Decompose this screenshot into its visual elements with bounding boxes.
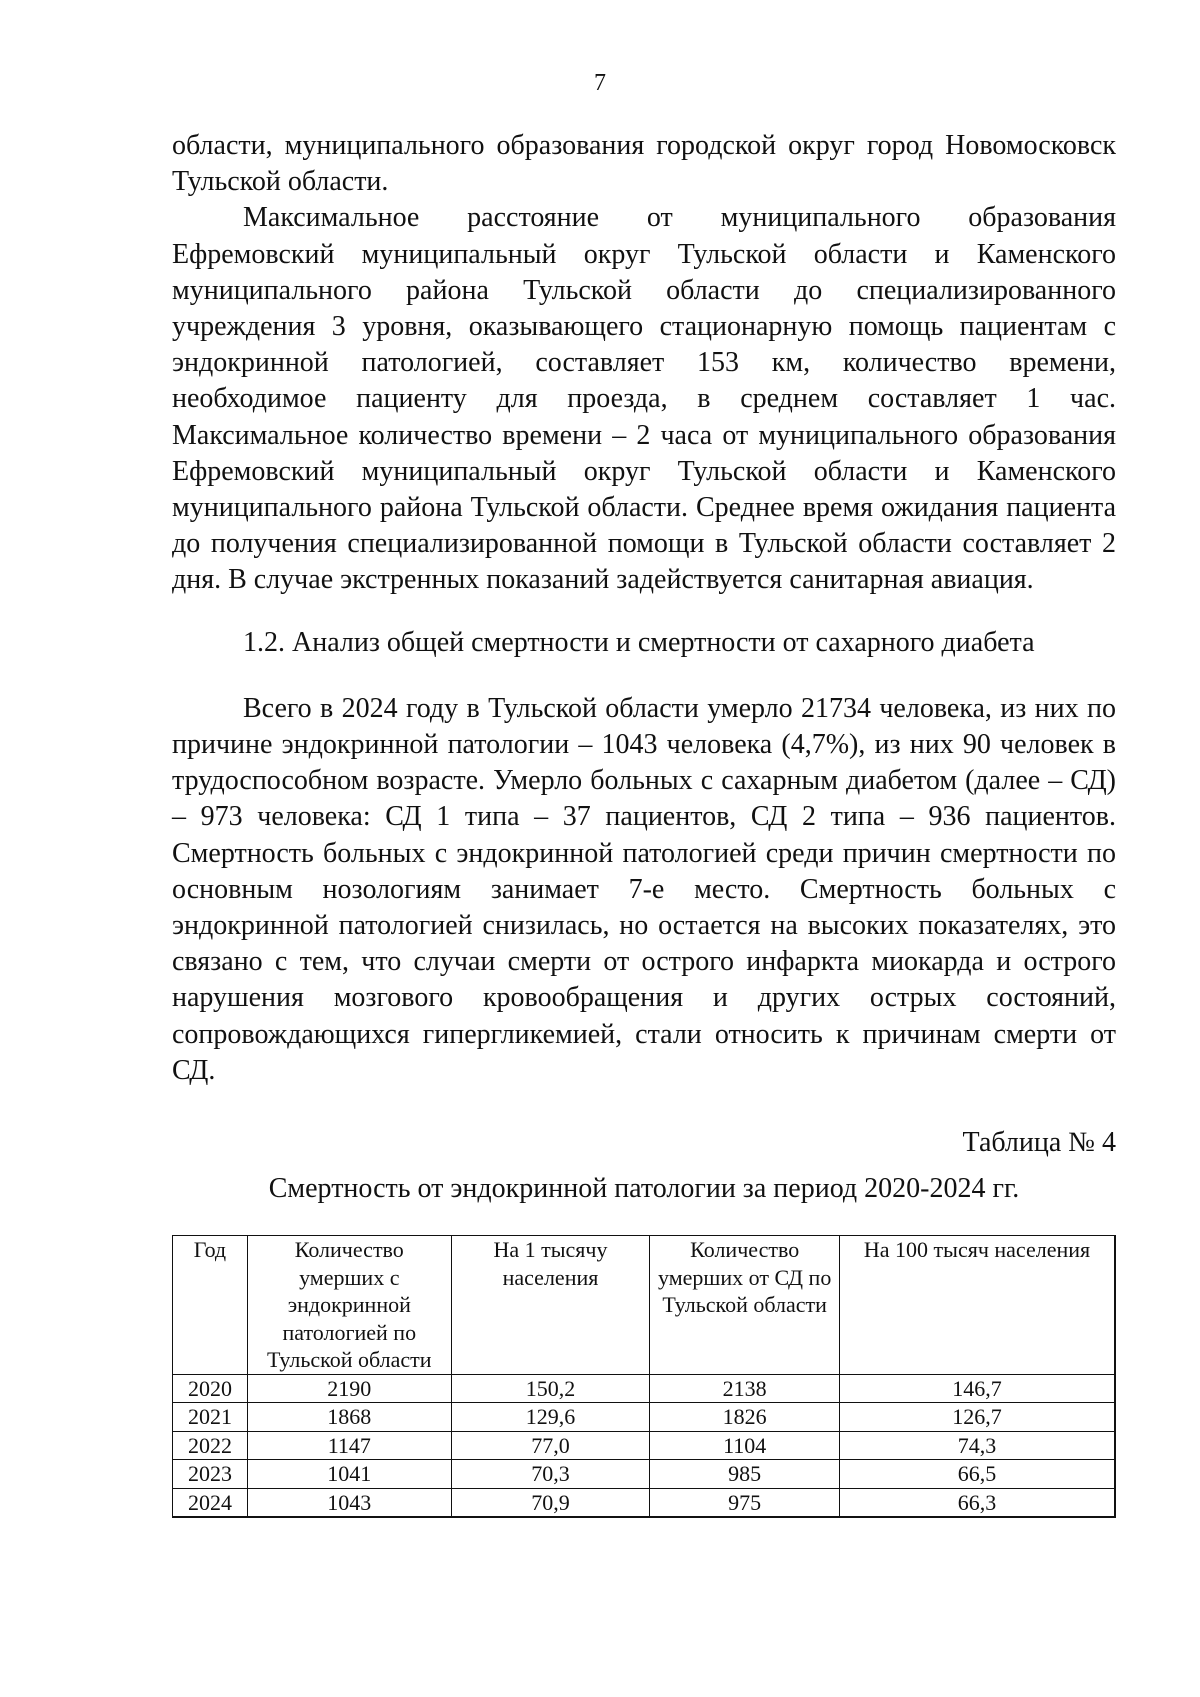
cell-per-hundred-thousand: 146,7 <box>840 1374 1115 1403</box>
cell-endocrine-deaths: 1043 <box>247 1488 451 1517</box>
mortality-table <box>172 1235 1116 1518</box>
header-diabetes-deaths: Количество умерших от СД по Тульской области <box>650 1236 840 1375</box>
cell-endocrine-deaths: 1868 <box>247 1403 451 1432</box>
table-row <box>173 1403 1116 1432</box>
table-header-row <box>173 1236 1116 1375</box>
table-row <box>173 1431 1116 1460</box>
cell-diabetes-deaths: 1826 <box>650 1403 840 1432</box>
page-number: 7 <box>594 70 606 96</box>
section-heading: 1.2. Анализ общей смертности и смертности от сахарного диабета <box>243 626 1035 658</box>
header-per-thousand: На 1 тысячу населения <box>451 1236 650 1375</box>
table-row <box>173 1488 1116 1517</box>
cell-per-thousand: 150,2 <box>451 1374 650 1403</box>
cell-endocrine-deaths: 1041 <box>247 1460 451 1489</box>
cell-per-hundred-thousand: 66,5 <box>840 1460 1115 1489</box>
cell-year: 2024 <box>173 1488 248 1517</box>
header-year: Год <box>173 1236 248 1375</box>
paragraph-continuation: области, муниципального образования городской округ город Новомосковск Тульской области. <box>172 130 1116 198</box>
cell-endocrine-deaths: 2190 <box>247 1374 451 1403</box>
table-label: Таблица № 4 <box>962 1127 1116 1159</box>
cell-year: 2020 <box>173 1374 248 1403</box>
cell-per-hundred-thousand: 126,7 <box>840 1403 1115 1432</box>
cell-per-thousand: 129,6 <box>451 1403 650 1432</box>
cell-per-hundred-thousand: 66,3 <box>840 1488 1115 1517</box>
header-per-hundred-thousand: На 100 тысяч населения <box>840 1236 1115 1375</box>
cell-per-hundred-thousand: 74,3 <box>840 1431 1115 1460</box>
header-endocrine-deaths: Количество умерших с эндокринной патологией по Тульской области <box>247 1236 451 1375</box>
paragraph-max-distance: Максимальное расстояние от муниципального образования Ефремовский муниципальный округ Тульской области и Каменского муниципального района Тульской области до специализированного учреждения 3 уровня, оказывающего стационарную помощь пациентам с эндокринной патологией, составляет 153 км, количество времени, необходимое пациенту для проезда, в среднем составляет 1 час. Максимальное количество времени – 2 часа от муниципального образования Ефремовский муниципальный округ Тульской области и Каменского муниципального района Тульской области. Среднее время ожидания пациента до получения специализированной помощи в Тульской области составляет 2 дня. В случае экстренных показаний задействуется санитарная авиация. <box>172 202 1116 596</box>
cell-diabetes-deaths: 985 <box>650 1460 840 1489</box>
cell-year: 2022 <box>173 1431 248 1460</box>
paragraph-mortality: Всего в 2024 году в Тульской области умерло 21734 человека, из них по причине эндокринной патологии – 1043 человека (4,7%), из них 90 человек в трудоспособном возрасте. Умерло больных с сахарным диабетом (далее – СД) – 973 человека: СД 1 типа – 37 пациентов, СД 2 типа – 936 пациентов. Смертность больных с эндокринной патологией среди причин смертности по основным нозологиям занимает 7-е место. Смертность больных с эндокринной патологией снизилась, но остается на высоких показателях, это связано с тем, что случаи смерти от острого инфаркта миокарда и острого нарушения мозгового кровообращения и других острых состояний, сопровождающихся гипергликемией, стали относить к причинам смерти от СД. <box>172 692 1116 1086</box>
cell-per-thousand: 70,3 <box>451 1460 650 1489</box>
table-title: Смертность от эндокринной патологии за период 2020-2024 гг. <box>268 1173 1020 1205</box>
table-row <box>173 1460 1116 1489</box>
table-row <box>173 1374 1116 1403</box>
cell-diabetes-deaths: 1104 <box>650 1431 840 1460</box>
cell-endocrine-deaths: 1147 <box>247 1431 451 1460</box>
cell-diabetes-deaths: 975 <box>650 1488 840 1517</box>
document-body <box>172 128 1116 1207</box>
cell-year: 2023 <box>173 1460 248 1489</box>
cell-per-thousand: 77,0 <box>451 1431 650 1460</box>
cell-diabetes-deaths: 2138 <box>650 1374 840 1403</box>
cell-year: 2021 <box>173 1403 248 1432</box>
cell-per-thousand: 70,9 <box>451 1488 650 1517</box>
